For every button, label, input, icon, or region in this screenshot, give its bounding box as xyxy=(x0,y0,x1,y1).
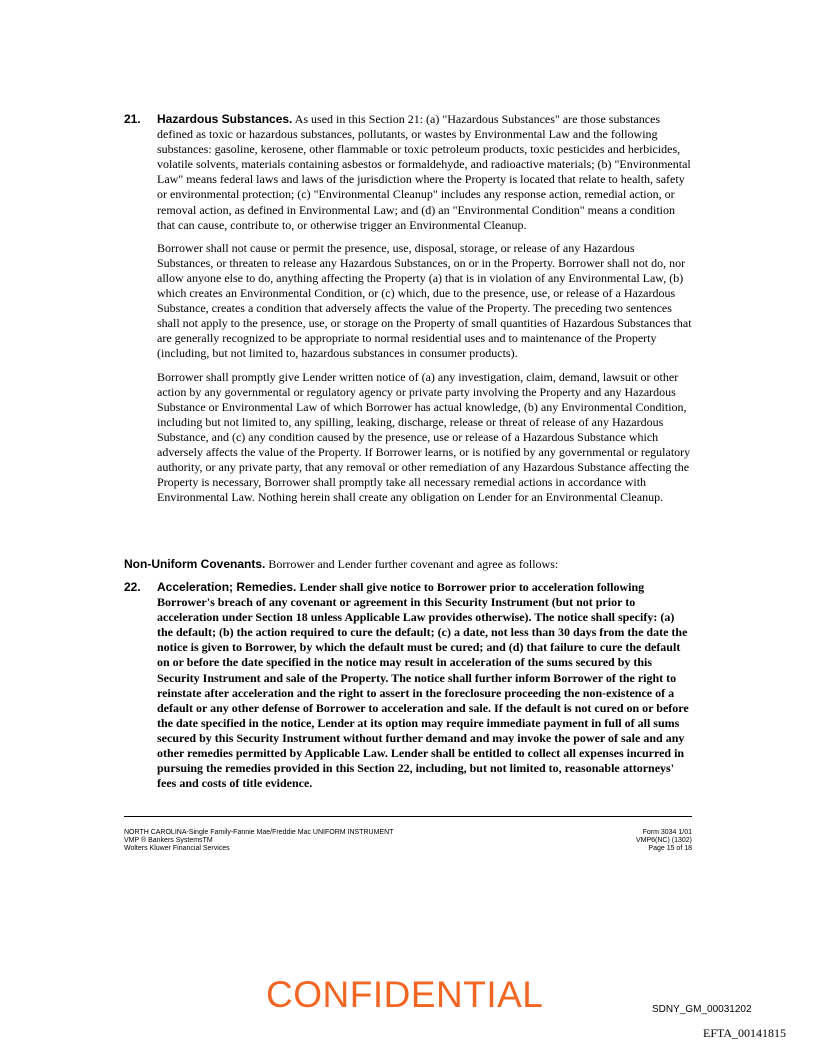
footer-left xyxy=(124,829,393,853)
footer-instrument-title: NORTH CAROLINA-Single Family-Fannie Mae/Freddie Mac UNIFORM INSTRUMENT xyxy=(124,829,394,836)
section-21-para-3: Borrower shall promptly give Lender written notice of (a) any investigation, claim, demand, lawsuit or other action by any governmental or regulatory agency or private party involving the Property and any Hazardous Substance or Environmental Law of which Borrower has actual knowledge, (b) any Environmental Condition, including but not limited to, any spilling, leaking, discharge, release or threat of release of any Hazardous Substance, and (c) any condition caused by the presence, use or release of a Hazardous Substance which adversely affects the value of the Property. If Borrower learns, or is notified by any governmental or regulatory authority, or any private party, that any removal or other remediation of any Hazardous Substance affecting the Property is necessary, Borrower shall promptly take all necessary remedial actions in accordance with Environmental Law. Nothing herein shall create any obligation on Lender for an Environmental Cleanup. xyxy=(157,369,691,505)
section-22-text: Lender shall give notice to Borrower prior to acceleration following Borrower's breach of any covenant or agreement in this Security Instrument (but not prior to acceleration under Section 18 unless Applicable Law provides otherwise). The notice shall specify: (a) the default; (b) the action required to cure the default; (c) a date, not less than 30 days from the date the notice is given to Borrower, by which the default must be cured; and (d) that failure to cure the default on or before the date specified in the notice may result in acceleration of the sums secured by this Security Instrument and sale of the Property. The notice shall further inform Borrower of the right to reinstate after acceleration and the right to assert in the foreclosure proceeding the non-existence of a default or any other defense of Borrower to acceleration and sale. If the default is not cured on or before the date specified in the notice, Lender at its option may require immediate payment in full of all sums secured by this Security Instrument without further demand and may invoke the power of sale and any other remedies permitted by Applicable Law. Lender shall be entitled to collect all expenses incurred in pursuing the remedies provided in this Section 22, including, but not limited to, reasonable attorneys' fees and costs of title evidence. xyxy=(157,580,689,791)
section-21 xyxy=(124,112,692,505)
bates-number: SDNY_GM_00031202 xyxy=(652,1004,752,1015)
section-21-para-1-text: As used in this Section 21: (a) "Hazardous Substances" are those substances defined as toxic or hazardous substances, pollutants, or wastes by Environmental Law and the following substances: gasoline, kerosene, other flammable or toxic petroleum products, toxic pesticides and herbicides, volatile solvents, materials containing asbestos or formaldehyde, and radioactive materials; (b) "Environmental Law" means federal laws and laws of the jurisdiction where the Property is located that relate to health, safety or environmental protection; (c) "Environmental Cleanup" includes any response action, remedial action, or removal action, as defined in Environmental Law; and (d) an "Environmental Condition" means a condition that can cause, contribute to, or otherwise trigger an Environmental Cleanup. xyxy=(157,112,691,232)
footer-page-number: Page 15 of 18 xyxy=(648,845,692,852)
section-21-heading: Hazardous Substances. xyxy=(157,112,293,126)
footer-form-number: Form 3034 1/01 xyxy=(642,829,692,836)
footer-vendor: VMP ® Bankers SystemsTM xyxy=(124,837,213,844)
efta-number: EFTA_00141815 xyxy=(703,1026,787,1040)
section-22-number: 22. xyxy=(124,580,141,594)
footer-right xyxy=(636,829,692,853)
confidential-stamp: CONFIDENTIAL xyxy=(266,974,544,1015)
section-22-heading: Acceleration; Remedies. xyxy=(157,580,297,594)
non-uniform-covenants xyxy=(124,557,692,572)
section-21-number: 21. xyxy=(124,112,141,126)
section-21-para-1 xyxy=(157,112,692,233)
footer-form-code: VMP6(NC) (1302) xyxy=(635,837,692,844)
section-22-para xyxy=(157,580,692,791)
footer-divider xyxy=(124,816,692,817)
non-uniform-text: Borrower and Lender further covenant and agree as follows: xyxy=(268,557,559,571)
section-21-para-2: Borrower shall not cause or permit the presence, use, disposal, storage, or release of any Hazardous Substances, or threaten to release any Hazardous Substances, on or in the Property. Borrower shall not do, nor allow anyone else to do, anything affecting the Property (a) that is in violation of any Environmental Law, (b) which creates an Environmental Condition, or (c) which, due to the presence, use, or release of a Hazardous Substance, creates a condition that adversely affects the value of the Property. The preceding two sentences shall not apply to the presence, use, or storage on the Property of small quantities of Hazardous Substances that are generally recognized to be appropriate to normal residential uses and to maintenance of the Property (including, but not limited to, hazardous substances in consumer products). xyxy=(157,240,692,361)
section-22 xyxy=(124,580,692,791)
footer-publisher: Wolters Kluwer Financial Services xyxy=(124,845,230,852)
non-uniform-heading: Non-Uniform Covenants. xyxy=(124,557,266,571)
